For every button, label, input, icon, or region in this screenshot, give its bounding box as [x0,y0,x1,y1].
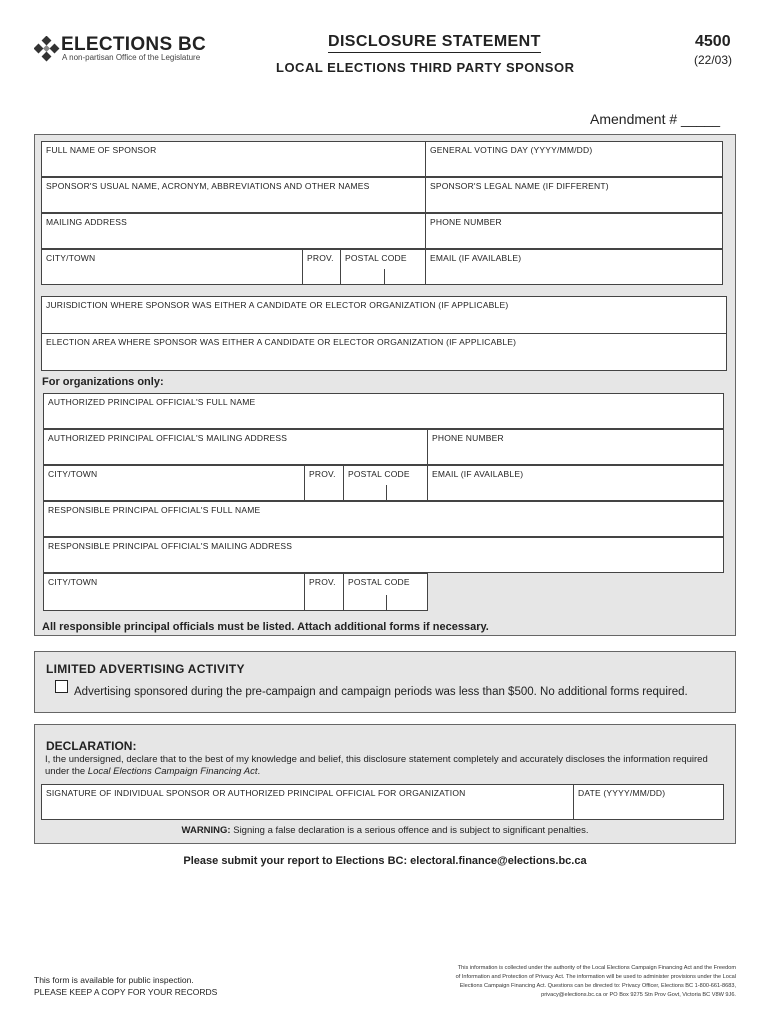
signature-label: SIGNATURE OF INDIVIDUAL SPONSOR OR AUTHORIZED PRINCIPAL OFFICIAL FOR ORGANIZATION [46,788,466,798]
resp-address-field[interactable] [43,537,724,573]
privacy-notice [400,964,736,1000]
city-field[interactable] [41,249,303,285]
postal-divider [384,269,385,284]
logo-text: ELECTIONS BC [61,34,207,55]
sponsor-full-name-label: FULL NAME OF SPONSOR [46,145,157,155]
mailing-address-field[interactable] [41,213,426,249]
usual-name-label: SPONSOR'S USUAL NAME, ACRONYM, ABBREVIATIONS AND OTHER NAMES [46,181,370,191]
declaration-text-main: I, the undersigned, declare that to the best of my knowledge and belief, this disclosure statement completely and accurately discloses the information required under the [45,754,708,777]
privacy-line-4: privacy@elections.bc.ca or PO Box 9275 Stn Prov Govt, Victoria BC V8W 9J6. [541,992,736,998]
date-label: DATE (YYYY/MM/DD) [578,788,666,798]
form-number: 4500 [695,33,731,50]
public-inspection-note [34,974,217,998]
limited-heading: LIMITED ADVERTISING ACTIVITY [46,662,245,676]
legal-name-field[interactable] [425,177,723,213]
resp-prov-field[interactable] [304,573,344,611]
amendment-field[interactable]: Amendment # _____ [590,111,720,127]
form-version: (22/03) [694,53,733,67]
form-title: DISCLOSURE STATEMENT [328,33,541,53]
privacy-line-1: This information is collected under the authority of the Local Elections Campaign Financing Act and the Freedom [457,965,736,971]
election-area-field[interactable] [41,333,727,371]
public-line-1: This form is available for public inspection. [34,975,194,985]
auth-prov-label: PROV. [309,469,336,479]
prov-field[interactable] [302,249,341,285]
logo [34,34,214,64]
date-field[interactable] [573,784,724,820]
declaration-text [45,754,725,778]
election-area-label: ELECTION AREA WHERE SPONSOR WAS EITHER A CANDIDATE OR ELECTOR ORGANIZATION (IF APPLICABLE) [46,337,517,347]
auth-postal-label: POSTAL CODE [348,469,410,479]
jurisdiction-label: JURISDICTION WHERE SPONSOR WAS EITHER A CANDIDATE OR ELECTOR ORGANIZATION (IF APPLICABLE) [46,300,509,310]
auth-postal-field[interactable] [343,465,428,501]
auth-city-field[interactable] [43,465,305,501]
auth-city-label: CITY/TOWN [48,469,98,479]
phone-field[interactable] [425,213,723,249]
submit-instruction: Please submit your report to Elections BC: electoral.finance@elections.bc.ca [183,855,587,867]
declaration-act: Local Elections Campaign Financing Act [87,766,258,777]
voting-day-label: GENERAL VOTING DAY (YYYY/MM/DD) [430,145,593,155]
auth-name-label: AUTHORIZED PRINCIPAL OFFICIAL'S FULL NAME [48,397,256,407]
email-label: EMAIL (IF AVAILABLE) [430,253,522,263]
declaration-heading: DECLARATION: [46,739,137,753]
resp-city-label: CITY/TOWN [48,577,98,587]
declaration-text-end: . [257,766,261,777]
usual-name-field[interactable] [41,177,426,213]
auth-name-field[interactable] [43,393,724,429]
resp-name-label: RESPONSIBLE PRINCIPAL OFFICIAL'S FULL NAME [48,505,261,515]
form-subtitle: LOCAL ELECTIONS THIRD PARTY SPONSOR [276,60,575,75]
postal-code-label: POSTAL CODE [345,253,407,263]
city-label: CITY/TOWN [46,253,96,263]
limited-checkbox[interactable] [55,680,68,693]
legal-name-label: SPONSOR'S LEGAL NAME (IF DIFFERENT) [430,181,609,191]
postal-divider [386,485,387,500]
resp-address-label: RESPONSIBLE PRINCIPAL OFFICIAL'S MAILING ADDRESS [48,541,293,551]
auth-email-field[interactable] [427,465,724,501]
auth-prov-field[interactable] [304,465,344,501]
signature-field[interactable] [41,784,574,820]
postal-code-field[interactable] [340,249,426,285]
voting-day-field[interactable] [425,141,723,177]
limited-checkbox-label: Advertising sponsored during the pre-campaign and campaign periods was less than $500. No additional forms required. [74,686,688,698]
warning [0,825,770,836]
resp-prov-label: PROV. [309,577,336,587]
officials-note: All responsible principal officials must be listed. Attach additional forms if necessary. [42,621,489,633]
public-line-2: PLEASE KEEP A COPY FOR YOUR RECORDS [34,987,218,997]
phone-label: PHONE NUMBER [430,217,502,227]
limited-advertising-section [34,651,736,713]
email-field[interactable] [425,249,723,285]
privacy-line-2: of Information and Protection of Privacy Act. The information will be used to administer provisions under the Local [455,974,736,980]
resp-postal-field[interactable] [343,573,428,611]
jurisdiction-field[interactable] [41,296,727,334]
elections-bc-logo-icon [34,36,60,62]
auth-address-field[interactable] [43,429,428,465]
organizations-heading: For organizations only: [42,376,164,388]
postal-divider [386,595,387,610]
sponsor-full-name-field[interactable] [41,141,426,177]
auth-phone-field[interactable] [427,429,724,465]
resp-city-field[interactable] [43,573,305,611]
resp-postal-label: POSTAL CODE [348,577,410,587]
privacy-line-3: Elections Campaign Financing Act. Questions can be directed to: Privacy Officer, Elections BC 1-800-661-8683, [459,983,736,989]
logo-tagline: A non-partisan Office of the Legislature [62,53,201,62]
resp-name-field[interactable] [43,501,724,537]
prov-label: PROV. [307,253,334,263]
auth-phone-label: PHONE NUMBER [432,433,504,443]
mailing-address-label: MAILING ADDRESS [46,217,127,227]
auth-email-label: EMAIL (IF AVAILABLE) [432,469,524,479]
warning-label: WARNING: [181,825,231,836]
warning-text: Signing a false declaration is a serious offence and is subject to significant penalties. [233,825,589,836]
auth-address-label: AUTHORIZED PRINCIPAL OFFICIAL'S MAILING ADDRESS [48,433,288,443]
